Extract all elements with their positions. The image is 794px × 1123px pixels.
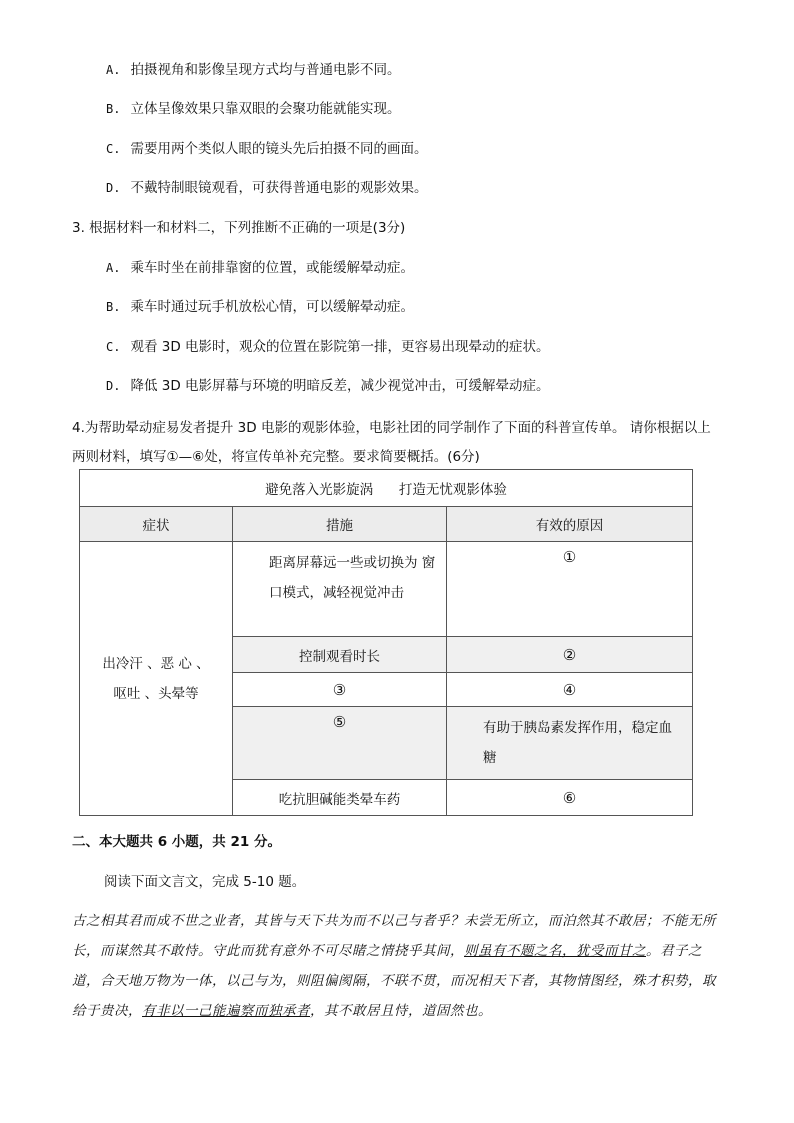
- reason-blank: ②: [447, 637, 693, 673]
- measure-cell: 控制观看时长: [233, 637, 447, 673]
- option-text: 乘车时通过玩手机放松心情，可以缓解晕动症。: [130, 299, 414, 315]
- q3-option-a: [106, 258, 414, 278]
- measure-cell: 吃抗胆碱能类晕车药: [233, 780, 447, 816]
- underlined-sentence-1: 则虽有不题之名，犹受而甘之: [464, 943, 646, 959]
- option-letter: B.: [106, 102, 121, 116]
- option-letter: A.: [106, 63, 121, 77]
- header-symptom: 症状: [80, 507, 233, 542]
- symptom-line: 呕吐 、头晕等: [113, 685, 199, 702]
- option-text: 乘车时坐在前排靠窗的位置，或能缓解晕动症。: [130, 260, 414, 276]
- passage-text: ，其不敢居且恃，道固然也。: [310, 1003, 492, 1019]
- symptom-line: 出冷汗 、恶 心 、: [102, 655, 210, 672]
- option-letter: D.: [106, 181, 121, 195]
- option-letter: C.: [106, 340, 121, 354]
- q3-option-b: [106, 297, 414, 317]
- option-text: 拍摄视角和影像呈现方式均与普通电影不同。: [130, 62, 401, 78]
- q2-option-a: [106, 60, 400, 80]
- q2-option-b: [106, 99, 400, 119]
- option-text: 观看 3D 电影时，观众的位置在影院第一排，更容易出现晕动的症状。: [130, 339, 550, 355]
- reading-instruction: 阅读下面文言文，完成 5-10 题。: [104, 874, 306, 890]
- option-text: 立体呈像效果只靠双眼的会聚功能就能实现。: [130, 101, 401, 117]
- option-text: 不戴特制眼镜观看，可获得普通电影的观影效果。: [130, 180, 428, 196]
- reason-cell: 有助于胰岛素发挥作用，稳定血糖: [447, 707, 693, 780]
- measure-blank: ⑤: [233, 707, 447, 780]
- table-row: [80, 542, 693, 637]
- leaflet-table: [79, 469, 693, 816]
- symptom-cell: [80, 542, 233, 816]
- section-heading: 二、本大题共 6 小题，共 21 分。: [72, 834, 281, 850]
- q3-option-d: [106, 376, 550, 396]
- option-text: 降低 3D 电影屏幕与环境的明暗反差，减少视觉冲击，可缓解晕动症。: [130, 378, 550, 394]
- classical-passage: [72, 906, 722, 1026]
- underlined-sentence-2: 有非以一己能遍察而独承者: [142, 1003, 310, 1019]
- header-reason: 有效的原因: [447, 507, 693, 542]
- option-text: 需要用两个类似人眼的镜头先后拍摄不同的画面。: [130, 141, 428, 157]
- reason-blank: ①: [447, 542, 693, 637]
- option-letter: C.: [106, 142, 121, 156]
- header-measure: 措施: [233, 507, 447, 542]
- leaflet-title: 避免落入光影旋涡 打造无忧观影体验: [80, 470, 693, 507]
- measure-cell: 距离屏幕远一些或切换为 窗口模式，减轻视觉冲击: [233, 542, 447, 637]
- option-letter: B.: [106, 300, 121, 314]
- reason-blank: ⑥: [447, 780, 693, 816]
- leaflet-header-row: [80, 507, 693, 542]
- option-letter: D.: [106, 379, 121, 393]
- measure-blank: ③: [233, 673, 447, 707]
- q2-option-c: [106, 139, 427, 159]
- q2-option-d: [106, 178, 427, 198]
- q4-stem: 4.为帮助晕动症易发者提升 3D 电影的观影体验，电影社团的同学制作了下面的科普宣传单。 请你根据以上两则材料，填写①—⑥处，将宣传单补充完整。要求简要概括。(6分): [72, 420, 711, 465]
- leaflet-title-row: [80, 470, 693, 507]
- q3-option-c: [106, 337, 550, 357]
- passage-text: 。君子之道，合天地万物为一体，以己与为，则阻偏阂隔，不联不贯，而况相天下者，其物情图经，殊才积势，取给于贵决，: [72, 943, 716, 1019]
- reason-blank: ④: [447, 673, 693, 707]
- option-letter: A.: [106, 261, 121, 275]
- passage-text: 古之相其君而成不世之业者，其皆与天下共为而不以己与者乎？未尝无所立，而泊然其不敢居；不能无所长，而谋然其不敢恃。守此而犹有意外不可尽睹之情挠乎其间，: [72, 913, 716, 959]
- q3-stem: 3. 根据材料一和材料二，下列推断不正确的一项是(3分): [72, 220, 406, 236]
